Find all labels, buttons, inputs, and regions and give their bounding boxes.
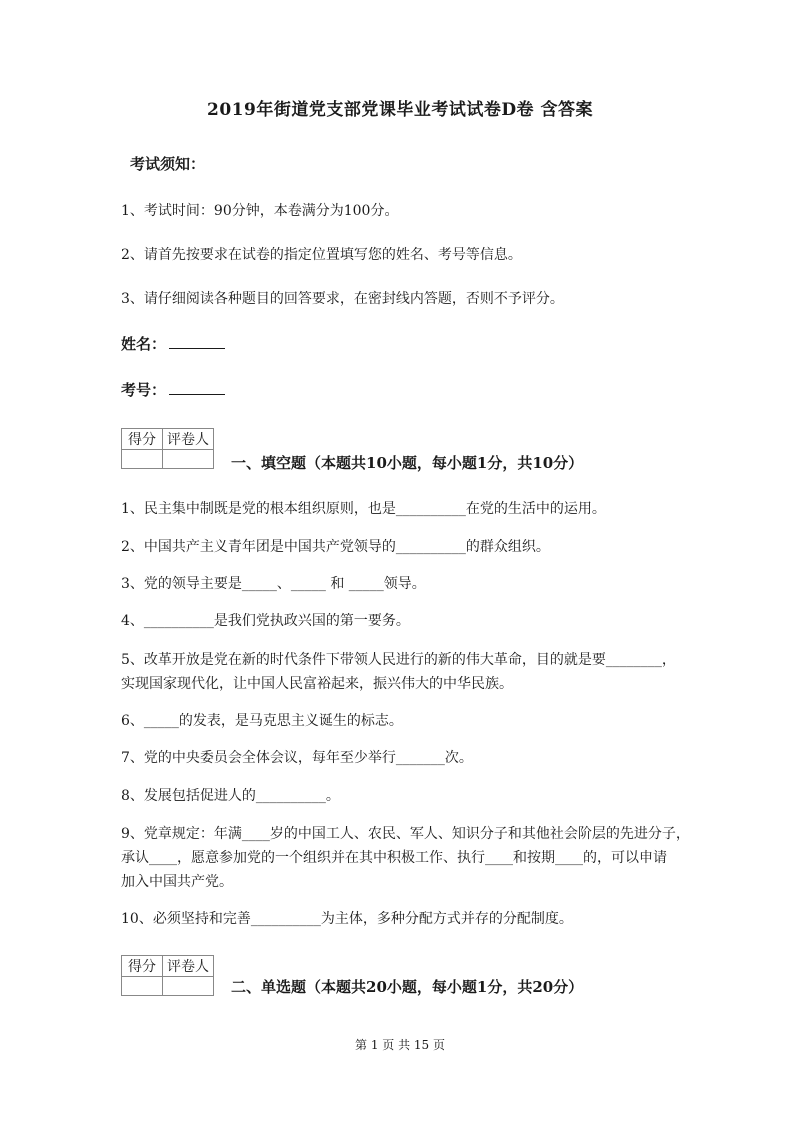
notice-item: 1、考试时间：90分钟，本卷满分为100分。 [121, 203, 399, 219]
notice-heading: 考试须知： [130, 155, 206, 173]
page-title: 2019年街道党支部党课毕业考试试卷D卷 含答案 [207, 100, 593, 120]
question-9-line-3: 加入中国共产党。 [121, 874, 233, 890]
question-5-line-1: 5、改革开放是党在新的时代条件下带领人民进行的新的伟大革命，目的就是要________， [121, 652, 676, 668]
name-label: 姓名： [121, 335, 167, 353]
score-cell[interactable] [122, 450, 163, 469]
question-9-line-2: 承认____，愿意参加党的一个组织并在其中积极工作、执行____和按期____的，可以申请 [121, 850, 667, 866]
grader-cell[interactable] [163, 450, 214, 469]
question-4: 4、__________是我们党执政兴国的第一要务。 [121, 613, 410, 629]
question-2: 2、中国共产主义青年团是中国共产党领导的__________的群众组织。 [121, 539, 550, 555]
notice-item: 2、请首先按要求在试卷的指定位置填写您的姓名、考号等信息。 [121, 247, 522, 263]
grader-cell[interactable] [163, 977, 214, 996]
score-label: 得分 [122, 956, 163, 977]
score-cell[interactable] [122, 977, 163, 996]
section-1-heading: 一、填空题（本题共10小题，每小题1分，共10分） [231, 454, 584, 472]
exam-id-blank[interactable] [169, 380, 225, 395]
question-7: 7、党的中央委员会全体会议，每年至少举行_______次。 [121, 750, 473, 766]
question-10: 10、必须坚持和完善__________为主体，多种分配方式并存的分配制度。 [121, 911, 573, 927]
name-blank[interactable] [169, 334, 225, 349]
section-2-heading: 二、单选题（本题共20小题，每小题1分，共20分） [231, 978, 584, 996]
grader-label: 评卷人 [163, 429, 214, 450]
question-5-line-2: 实现国家现代化，让中国人民富裕起来，振兴伟大的中华民族。 [121, 676, 513, 692]
question-9-line-1: 9、党章规定：年满____岁的中国工人、农民、军人、知识分子和其他社会阶层的先进分子， [121, 826, 690, 842]
question-1: 1、民主集中制既是党的根本组织原则，也是__________在党的生活中的运用。 [121, 501, 606, 517]
exam-id-label: 考号： [121, 381, 167, 399]
exam-id-field[interactable] [121, 379, 225, 400]
score-label: 得分 [122, 429, 163, 450]
score-box-2 [121, 955, 214, 996]
question-3: 3、党的领导主要是_____、_____ 和 _____领导。 [121, 576, 426, 592]
page-footer: 第 1 页 共 15 页 [355, 1038, 445, 1052]
question-8: 8、发展包括促进人的__________。 [121, 788, 340, 804]
notice-item: 3、请仔细阅读各种题目的回答要求，在密封线内答题，否则不予评分。 [121, 291, 564, 307]
question-6: 6、_____的发表，是马克思主义诞生的标志。 [121, 713, 403, 729]
name-field[interactable] [121, 333, 225, 354]
score-box-1 [121, 428, 214, 469]
grader-label: 评卷人 [163, 956, 214, 977]
